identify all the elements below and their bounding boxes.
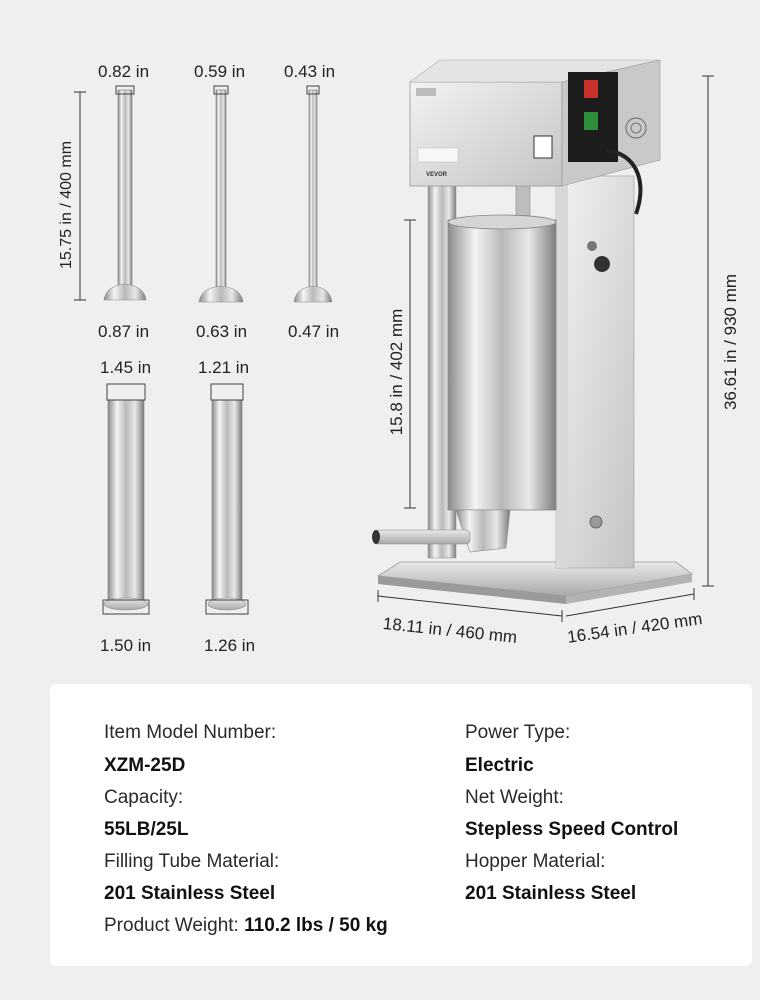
total-height: 36.61 in / 930 mm: [721, 273, 740, 411]
spec-weight-key: Product Weight:: [104, 915, 239, 936]
tube-length: 15.75 in / 400 mm: [58, 140, 75, 270]
spec-weight: [104, 915, 388, 937]
tube-3-base: 0.47 in: [288, 322, 340, 341]
spec-hopper-material-key: Hopper Material:: [465, 851, 606, 872]
tube-1-base: 0.87 in: [98, 322, 150, 341]
machine-brand: VEVOR: [426, 172, 448, 178]
spec-power-key: Power Type:: [465, 722, 571, 743]
tube-5-base: 1.26 in: [204, 636, 256, 655]
machine-width: 18.11 in / 460 mm: [382, 614, 519, 647]
spec-capacity-key: Capacity:: [104, 787, 184, 808]
sausage-stuffer-machine: [372, 60, 692, 604]
tube-4-base: 1.50 in: [100, 636, 152, 655]
spec-model-value: XZM-25D: [104, 755, 186, 776]
spec-power-value: Electric: [465, 755, 534, 776]
tube-2: [199, 86, 243, 302]
spec-capacity-value: 55LB/25L: [104, 819, 189, 840]
hopper-height: 15.8 in / 402 mm: [387, 308, 406, 436]
tube-3: [294, 86, 332, 302]
spec-tube-material-key: Filling Tube Material:: [104, 851, 280, 872]
spec-tube-material-value: 201 Stainless Steel: [104, 883, 276, 904]
tube-3-width: 0.43 in: [284, 62, 336, 81]
tube-4-width: 1.45 in: [100, 358, 152, 377]
machine-depth: 16.54 in / 420 mm: [566, 609, 704, 647]
spec-weight-value: 110.2 lbs / 50 kg: [244, 915, 388, 936]
tube-4: [103, 384, 149, 614]
spec-hopper-material-value: 201 Stainless Steel: [465, 883, 637, 904]
tube-1-width: 0.82 in: [98, 62, 150, 81]
tube-1: [104, 86, 146, 300]
tube-2-width: 0.59 in: [194, 62, 246, 81]
spec-card: [50, 684, 752, 966]
spec-net-weight-value: Stepless Speed Control: [465, 819, 679, 840]
tube-5-width: 1.21 in: [198, 358, 250, 377]
tube-2-base: 0.63 in: [196, 322, 248, 341]
spec-net-weight-key: Net Weight:: [465, 787, 564, 808]
spec-model-key: Item Model Number:: [104, 722, 277, 743]
tube-5: [206, 384, 248, 614]
